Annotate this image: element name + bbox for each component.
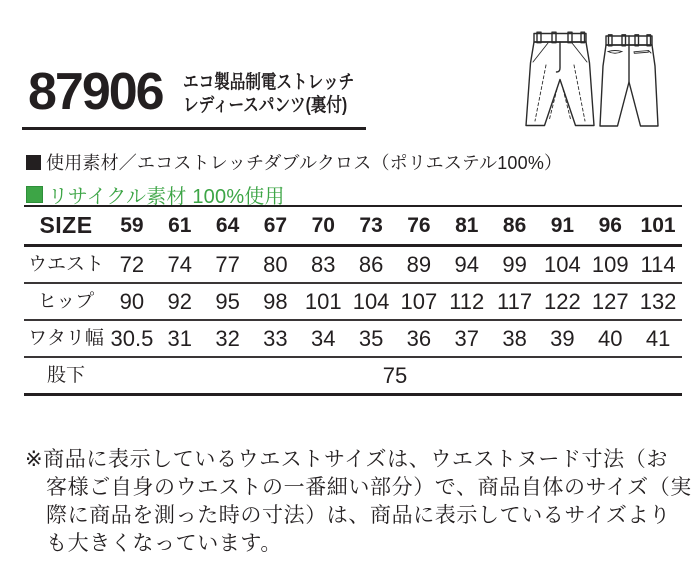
thigh-value: 36 (406, 325, 432, 351)
hip-value: 107 (400, 288, 438, 314)
hip-value: 92 (167, 288, 192, 314)
waist-value: 104 (544, 251, 581, 277)
pants-back-icon (598, 30, 660, 133)
recycle-text: リサイクル素材 100%使用 (48, 186, 285, 208)
hip-value: 112 (449, 288, 485, 314)
black-square-icon (26, 155, 41, 170)
hip-value: 95 (215, 288, 240, 314)
size-col: 76 (407, 214, 431, 237)
size-note-line: 際に商品を測った時の寸法）は、商品に表示しているサイズより (46, 504, 671, 527)
size-col: 101 (640, 214, 676, 237)
hip-row (24, 284, 682, 321)
size-col: 67 (263, 214, 288, 237)
row-label: ワタリ幅 (28, 328, 104, 349)
pants-front-icon (524, 29, 596, 133)
thigh-value: 35 (358, 325, 384, 351)
thigh-value: 39 (550, 325, 575, 351)
hip-value: 90 (119, 288, 145, 314)
hip-value: 117 (497, 288, 533, 314)
waist-value: 99 (502, 251, 527, 277)
thigh-value: 41 (645, 325, 671, 351)
thigh-value: 38 (502, 325, 527, 351)
product-name-line2: レディースパンツ(裏付) (182, 95, 347, 116)
size-col: 96 (598, 214, 622, 237)
size-col: 64 (215, 214, 240, 237)
size-col: 70 (311, 214, 335, 237)
size-header-label: SIZE (39, 212, 93, 238)
waist-value: 74 (167, 251, 192, 277)
pants-back-illustration (598, 30, 660, 138)
title-underline (22, 127, 366, 130)
product-name-line1: エコ製品制電ストレッチ (182, 72, 354, 93)
waist-value: 114 (640, 251, 676, 277)
pants-front-illustration (524, 29, 596, 138)
thigh-row (24, 321, 682, 358)
size-table (24, 205, 682, 396)
size-note-line: も大きくなっています。 (46, 532, 282, 555)
inseam-value: 75 (382, 362, 408, 388)
waist-value: 77 (215, 251, 240, 277)
size-table-header-row (24, 207, 682, 247)
product-name (183, 71, 354, 117)
waist-row (24, 247, 682, 284)
size-col: 59 (120, 214, 144, 237)
waist-value: 89 (406, 251, 432, 277)
waist-value: 94 (454, 251, 479, 277)
waist-value: 83 (311, 251, 336, 277)
row-label: ウエスト (27, 254, 104, 275)
size-note-line: 客様ご自身のウエストの一番細い部分）で、商品自体のサイズ（実 (46, 476, 692, 499)
product-code: 87906 (28, 63, 163, 121)
thigh-value: 32 (215, 325, 240, 351)
row-label: 股下 (46, 365, 85, 386)
size-note (25, 446, 693, 558)
thigh-value: 33 (263, 325, 288, 351)
row-label: ヒップ (37, 291, 95, 312)
size-col: 91 (550, 214, 575, 237)
thigh-value: 34 (311, 325, 336, 351)
size-col: 61 (168, 214, 192, 237)
hip-value: 127 (591, 288, 629, 314)
green-square-icon (26, 186, 43, 203)
hip-value: 122 (544, 288, 581, 314)
waist-value: 72 (119, 251, 145, 277)
hip-value: 101 (304, 288, 342, 314)
thigh-value: 31 (167, 325, 192, 351)
thigh-value: 40 (598, 325, 623, 351)
size-col: 81 (455, 214, 479, 237)
size-col: 86 (502, 214, 527, 237)
fabric-text: 使用素材／エコストレッチダブルクロス（ポリエステル100%） (46, 153, 563, 173)
size-note-line: ※商品に表示しているウエストサイズは、ウエストヌード寸法（お (25, 448, 668, 471)
waist-value: 86 (358, 251, 384, 277)
hip-value: 104 (352, 288, 390, 314)
waist-value: 109 (591, 251, 629, 277)
hip-value: 132 (639, 288, 677, 314)
hip-value: 98 (263, 288, 288, 314)
thigh-value: 30.5 (110, 325, 154, 351)
thigh-value: 37 (454, 325, 479, 351)
title-block (28, 63, 391, 121)
size-col: 73 (359, 214, 383, 237)
waist-value: 80 (263, 251, 288, 277)
inseam-row (24, 358, 682, 396)
fabric-line (26, 149, 562, 175)
